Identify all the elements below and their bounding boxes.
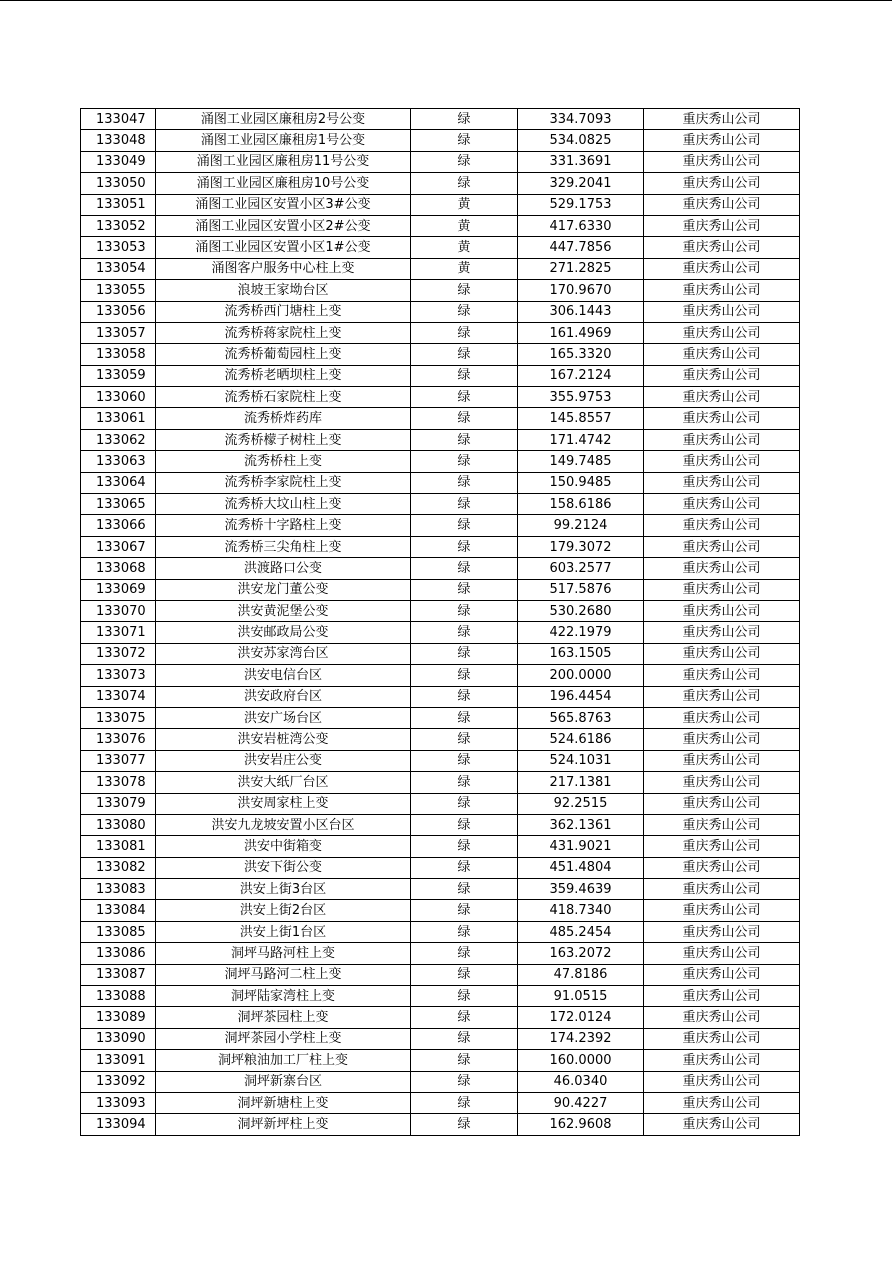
table-row xyxy=(81,130,800,151)
table-row xyxy=(81,579,800,600)
row-status-cell: 黄 xyxy=(411,237,518,258)
row-company-cell: 重庆秀山公司 xyxy=(644,729,800,750)
row-name-cell: 流秀桥炸药库 xyxy=(156,408,411,429)
row-status-cell: 绿 xyxy=(411,793,518,814)
row-value-cell: 91.0515 xyxy=(518,986,644,1007)
table-row xyxy=(81,301,800,322)
row-name-cell: 流秀桥三尖角柱上变 xyxy=(156,536,411,557)
row-id-cell: 133088 xyxy=(81,986,156,1007)
row-name-cell: 洪安九龙坡安置小区台区 xyxy=(156,814,411,835)
row-value-cell: 422.1979 xyxy=(518,622,644,643)
row-id-cell: 133054 xyxy=(81,258,156,279)
table-row xyxy=(81,1007,800,1028)
table-row xyxy=(81,836,800,857)
table-row xyxy=(81,793,800,814)
table-row xyxy=(81,109,800,130)
row-id-cell: 133079 xyxy=(81,793,156,814)
row-name-cell: 洪安大纸厂台区 xyxy=(156,772,411,793)
row-company-cell: 重庆秀山公司 xyxy=(644,515,800,536)
row-value-cell: 329.2041 xyxy=(518,173,644,194)
row-name-cell: 洪安邮政局公变 xyxy=(156,622,411,643)
table-row xyxy=(81,1114,800,1135)
row-value-cell: 167.2124 xyxy=(518,365,644,386)
row-name-cell: 洪安苏家湾台区 xyxy=(156,643,411,664)
row-id-cell: 133094 xyxy=(81,1114,156,1135)
row-id-cell: 133048 xyxy=(81,130,156,151)
row-company-cell: 重庆秀山公司 xyxy=(644,301,800,322)
row-name-cell: 洞坪新坪柱上变 xyxy=(156,1114,411,1135)
row-company-cell: 重庆秀山公司 xyxy=(644,772,800,793)
row-value-cell: 165.3320 xyxy=(518,344,644,365)
row-id-cell: 133083 xyxy=(81,879,156,900)
row-value-cell: 163.1505 xyxy=(518,643,644,664)
row-id-cell: 133085 xyxy=(81,921,156,942)
row-id-cell: 133057 xyxy=(81,322,156,343)
row-company-cell: 重庆秀山公司 xyxy=(644,921,800,942)
row-company-cell: 重庆秀山公司 xyxy=(644,686,800,707)
row-status-cell: 绿 xyxy=(411,322,518,343)
row-status-cell: 绿 xyxy=(411,879,518,900)
row-id-cell: 133070 xyxy=(81,600,156,621)
row-name-cell: 涌图工业园区安置小区3#公变 xyxy=(156,194,411,215)
row-status-cell: 绿 xyxy=(411,643,518,664)
row-status-cell: 黄 xyxy=(411,194,518,215)
table-row xyxy=(81,173,800,194)
row-id-cell: 133081 xyxy=(81,836,156,857)
row-id-cell: 133055 xyxy=(81,280,156,301)
row-id-cell: 133073 xyxy=(81,665,156,686)
table-row xyxy=(81,515,800,536)
row-name-cell: 涌图工业园区廉租房10号公变 xyxy=(156,173,411,194)
row-id-cell: 133063 xyxy=(81,451,156,472)
row-id-cell: 133089 xyxy=(81,1007,156,1028)
row-company-cell: 重庆秀山公司 xyxy=(644,793,800,814)
row-company-cell: 重庆秀山公司 xyxy=(644,109,800,130)
row-company-cell: 重庆秀山公司 xyxy=(644,494,800,515)
data-table xyxy=(80,108,800,1136)
row-company-cell: 重庆秀山公司 xyxy=(644,750,800,771)
table-row xyxy=(81,643,800,664)
row-value-cell: 530.2680 xyxy=(518,600,644,621)
row-company-cell: 重庆秀山公司 xyxy=(644,1028,800,1049)
row-company-cell: 重庆秀山公司 xyxy=(644,1092,800,1113)
table-row xyxy=(81,1050,800,1071)
table-row xyxy=(81,879,800,900)
row-name-cell: 流秀桥老晒坝柱上变 xyxy=(156,365,411,386)
row-id-cell: 133069 xyxy=(81,579,156,600)
row-company-cell: 重庆秀山公司 xyxy=(644,707,800,728)
row-value-cell: 306.1443 xyxy=(518,301,644,322)
row-value-cell: 92.2515 xyxy=(518,793,644,814)
row-company-cell: 重庆秀山公司 xyxy=(644,258,800,279)
row-company-cell: 重庆秀山公司 xyxy=(644,943,800,964)
row-name-cell: 洪安周家柱上变 xyxy=(156,793,411,814)
row-value-cell: 160.0000 xyxy=(518,1050,644,1071)
table-row xyxy=(81,451,800,472)
table-row xyxy=(81,494,800,515)
row-name-cell: 洪安岩桩湾公变 xyxy=(156,729,411,750)
row-value-cell: 200.0000 xyxy=(518,665,644,686)
row-id-cell: 133056 xyxy=(81,301,156,322)
row-name-cell: 洞坪马路河柱上变 xyxy=(156,943,411,964)
table-row xyxy=(81,472,800,493)
row-name-cell: 洪安电信台区 xyxy=(156,665,411,686)
row-status-cell: 绿 xyxy=(411,472,518,493)
row-company-cell: 重庆秀山公司 xyxy=(644,600,800,621)
row-company-cell: 重庆秀山公司 xyxy=(644,1114,800,1135)
row-status-cell: 绿 xyxy=(411,750,518,771)
row-status-cell: 绿 xyxy=(411,943,518,964)
row-name-cell: 涌图工业园区廉租房2号公变 xyxy=(156,109,411,130)
row-status-cell: 绿 xyxy=(411,558,518,579)
row-id-cell: 133072 xyxy=(81,643,156,664)
row-status-cell: 绿 xyxy=(411,622,518,643)
table-row xyxy=(81,622,800,643)
row-id-cell: 133091 xyxy=(81,1050,156,1071)
row-id-cell: 133049 xyxy=(81,151,156,172)
table-row xyxy=(81,1028,800,1049)
row-id-cell: 133066 xyxy=(81,515,156,536)
row-value-cell: 179.3072 xyxy=(518,536,644,557)
row-name-cell: 洪安政府台区 xyxy=(156,686,411,707)
row-company-cell: 重庆秀山公司 xyxy=(644,280,800,301)
table-row xyxy=(81,322,800,343)
row-value-cell: 417.6330 xyxy=(518,215,644,236)
row-company-cell: 重庆秀山公司 xyxy=(644,1071,800,1092)
row-name-cell: 洪安上街3台区 xyxy=(156,879,411,900)
row-company-cell: 重庆秀山公司 xyxy=(644,579,800,600)
table-row xyxy=(81,686,800,707)
row-value-cell: 603.2577 xyxy=(518,558,644,579)
row-id-cell: 133084 xyxy=(81,900,156,921)
row-name-cell: 涌图工业园区廉租房11号公变 xyxy=(156,151,411,172)
row-status-cell: 绿 xyxy=(411,536,518,557)
row-status-cell: 绿 xyxy=(411,964,518,985)
page-top-rule xyxy=(0,0,892,1)
row-value-cell: 431.9021 xyxy=(518,836,644,857)
row-id-cell: 133065 xyxy=(81,494,156,515)
row-value-cell: 161.4969 xyxy=(518,322,644,343)
row-name-cell: 洞坪陆家湾柱上变 xyxy=(156,986,411,1007)
row-status-cell: 绿 xyxy=(411,579,518,600)
row-value-cell: 418.7340 xyxy=(518,900,644,921)
row-value-cell: 174.2392 xyxy=(518,1028,644,1049)
row-status-cell: 绿 xyxy=(411,301,518,322)
row-status-cell: 黄 xyxy=(411,215,518,236)
row-name-cell: 洞坪新塘柱上变 xyxy=(156,1092,411,1113)
row-company-cell: 重庆秀山公司 xyxy=(644,408,800,429)
row-id-cell: 133068 xyxy=(81,558,156,579)
row-value-cell: 362.1361 xyxy=(518,814,644,835)
row-name-cell: 流秀桥李家院柱上变 xyxy=(156,472,411,493)
table-row xyxy=(81,258,800,279)
row-id-cell: 133053 xyxy=(81,237,156,258)
table-row xyxy=(81,707,800,728)
table-row xyxy=(81,729,800,750)
row-status-cell: 绿 xyxy=(411,600,518,621)
table-row xyxy=(81,429,800,450)
row-value-cell: 172.0124 xyxy=(518,1007,644,1028)
row-name-cell: 流秀桥檬子树柱上变 xyxy=(156,429,411,450)
table-row xyxy=(81,750,800,771)
row-id-cell: 133087 xyxy=(81,964,156,985)
row-name-cell: 洪安黄泥堡公变 xyxy=(156,600,411,621)
row-name-cell: 浪坡王家坳台区 xyxy=(156,280,411,301)
row-value-cell: 47.8186 xyxy=(518,964,644,985)
row-value-cell: 334.7093 xyxy=(518,109,644,130)
table-row xyxy=(81,600,800,621)
row-name-cell: 洞坪粮油加工厂柱上变 xyxy=(156,1050,411,1071)
row-name-cell: 涌图工业园区安置小区2#公变 xyxy=(156,215,411,236)
row-status-cell: 绿 xyxy=(411,986,518,1007)
row-id-cell: 133086 xyxy=(81,943,156,964)
row-id-cell: 133090 xyxy=(81,1028,156,1049)
table-row xyxy=(81,237,800,258)
row-id-cell: 133047 xyxy=(81,109,156,130)
row-name-cell: 流秀桥蒋家院柱上变 xyxy=(156,322,411,343)
row-company-cell: 重庆秀山公司 xyxy=(644,151,800,172)
row-value-cell: 149.7485 xyxy=(518,451,644,472)
row-company-cell: 重庆秀山公司 xyxy=(644,900,800,921)
row-value-cell: 271.2825 xyxy=(518,258,644,279)
row-status-cell: 绿 xyxy=(411,344,518,365)
table-row xyxy=(81,665,800,686)
row-status-cell: 黄 xyxy=(411,258,518,279)
table-row xyxy=(81,280,800,301)
table-row xyxy=(81,536,800,557)
row-id-cell: 133062 xyxy=(81,429,156,450)
row-status-cell: 绿 xyxy=(411,1007,518,1028)
row-id-cell: 133061 xyxy=(81,408,156,429)
row-status-cell: 绿 xyxy=(411,1114,518,1135)
row-id-cell: 133064 xyxy=(81,472,156,493)
row-value-cell: 524.6186 xyxy=(518,729,644,750)
row-id-cell: 133092 xyxy=(81,1071,156,1092)
row-name-cell: 洪安上街2台区 xyxy=(156,900,411,921)
row-company-cell: 重庆秀山公司 xyxy=(644,215,800,236)
row-value-cell: 331.3691 xyxy=(518,151,644,172)
row-name-cell: 洪安下街公变 xyxy=(156,857,411,878)
row-id-cell: 133051 xyxy=(81,194,156,215)
table-row xyxy=(81,814,800,835)
row-name-cell: 洪渡路口公变 xyxy=(156,558,411,579)
row-status-cell: 绿 xyxy=(411,900,518,921)
table-row xyxy=(81,194,800,215)
row-status-cell: 绿 xyxy=(411,451,518,472)
row-status-cell: 绿 xyxy=(411,515,518,536)
row-status-cell: 绿 xyxy=(411,109,518,130)
row-id-cell: 133080 xyxy=(81,814,156,835)
row-name-cell: 流秀桥十字路柱上变 xyxy=(156,515,411,536)
row-company-cell: 重庆秀山公司 xyxy=(644,964,800,985)
row-id-cell: 133059 xyxy=(81,365,156,386)
table-row xyxy=(81,215,800,236)
row-company-cell: 重庆秀山公司 xyxy=(644,879,800,900)
row-value-cell: 158.6186 xyxy=(518,494,644,515)
row-value-cell: 534.0825 xyxy=(518,130,644,151)
table-row xyxy=(81,986,800,1007)
row-status-cell: 绿 xyxy=(411,494,518,515)
row-company-cell: 重庆秀山公司 xyxy=(644,836,800,857)
row-status-cell: 绿 xyxy=(411,151,518,172)
row-value-cell: 447.7856 xyxy=(518,237,644,258)
row-company-cell: 重庆秀山公司 xyxy=(644,322,800,343)
row-id-cell: 133067 xyxy=(81,536,156,557)
row-name-cell: 流秀桥柱上变 xyxy=(156,451,411,472)
row-status-cell: 绿 xyxy=(411,814,518,835)
row-value-cell: 196.4454 xyxy=(518,686,644,707)
row-status-cell: 绿 xyxy=(411,173,518,194)
table-row xyxy=(81,900,800,921)
row-status-cell: 绿 xyxy=(411,408,518,429)
row-company-cell: 重庆秀山公司 xyxy=(644,1050,800,1071)
row-value-cell: 355.9753 xyxy=(518,387,644,408)
row-name-cell: 洞坪茶园小学柱上变 xyxy=(156,1028,411,1049)
row-name-cell: 洞坪马路河二柱上变 xyxy=(156,964,411,985)
row-status-cell: 绿 xyxy=(411,387,518,408)
table-row xyxy=(81,772,800,793)
row-status-cell: 绿 xyxy=(411,130,518,151)
row-value-cell: 162.9608 xyxy=(518,1114,644,1135)
row-name-cell: 洪安龙门董公变 xyxy=(156,579,411,600)
row-status-cell: 绿 xyxy=(411,280,518,301)
row-value-cell: 359.4639 xyxy=(518,879,644,900)
row-value-cell: 171.4742 xyxy=(518,429,644,450)
row-company-cell: 重庆秀山公司 xyxy=(644,472,800,493)
row-value-cell: 150.9485 xyxy=(518,472,644,493)
table-row xyxy=(81,151,800,172)
row-company-cell: 重庆秀山公司 xyxy=(644,665,800,686)
row-id-cell: 133082 xyxy=(81,857,156,878)
row-status-cell: 绿 xyxy=(411,1071,518,1092)
row-company-cell: 重庆秀山公司 xyxy=(644,451,800,472)
row-company-cell: 重庆秀山公司 xyxy=(644,237,800,258)
row-value-cell: 524.1031 xyxy=(518,750,644,771)
row-company-cell: 重庆秀山公司 xyxy=(644,130,800,151)
row-status-cell: 绿 xyxy=(411,686,518,707)
row-id-cell: 133075 xyxy=(81,707,156,728)
row-value-cell: 451.4804 xyxy=(518,857,644,878)
table-row xyxy=(81,558,800,579)
row-name-cell: 流秀桥葡萄园柱上变 xyxy=(156,344,411,365)
table-row xyxy=(81,1092,800,1113)
table-row xyxy=(81,943,800,964)
row-name-cell: 流秀桥西门塘柱上变 xyxy=(156,301,411,322)
row-status-cell: 绿 xyxy=(411,1028,518,1049)
row-name-cell: 涌图工业园区安置小区1#公变 xyxy=(156,237,411,258)
row-id-cell: 133052 xyxy=(81,215,156,236)
row-id-cell: 133058 xyxy=(81,344,156,365)
row-status-cell: 绿 xyxy=(411,1050,518,1071)
row-status-cell: 绿 xyxy=(411,707,518,728)
table-row xyxy=(81,344,800,365)
table-row xyxy=(81,964,800,985)
row-status-cell: 绿 xyxy=(411,729,518,750)
row-company-cell: 重庆秀山公司 xyxy=(644,173,800,194)
row-id-cell: 133093 xyxy=(81,1092,156,1113)
row-id-cell: 133050 xyxy=(81,173,156,194)
row-company-cell: 重庆秀山公司 xyxy=(644,194,800,215)
row-value-cell: 170.9670 xyxy=(518,280,644,301)
row-company-cell: 重庆秀山公司 xyxy=(644,643,800,664)
row-value-cell: 46.0340 xyxy=(518,1071,644,1092)
row-value-cell: 90.4227 xyxy=(518,1092,644,1113)
row-company-cell: 重庆秀山公司 xyxy=(644,344,800,365)
row-name-cell: 涌图工业园区廉租房1号公变 xyxy=(156,130,411,151)
table-body xyxy=(81,109,800,1136)
row-status-cell: 绿 xyxy=(411,429,518,450)
row-company-cell: 重庆秀山公司 xyxy=(644,365,800,386)
row-name-cell: 流秀桥石家院柱上变 xyxy=(156,387,411,408)
row-company-cell: 重庆秀山公司 xyxy=(644,814,800,835)
row-value-cell: 99.2124 xyxy=(518,515,644,536)
row-company-cell: 重庆秀山公司 xyxy=(644,986,800,1007)
row-id-cell: 133078 xyxy=(81,772,156,793)
row-name-cell: 洪安上街1台区 xyxy=(156,921,411,942)
row-company-cell: 重庆秀山公司 xyxy=(644,536,800,557)
row-status-cell: 绿 xyxy=(411,665,518,686)
row-company-cell: 重庆秀山公司 xyxy=(644,558,800,579)
row-company-cell: 重庆秀山公司 xyxy=(644,857,800,878)
row-name-cell: 洪安岩庄公变 xyxy=(156,750,411,771)
row-id-cell: 133076 xyxy=(81,729,156,750)
row-value-cell: 163.2072 xyxy=(518,943,644,964)
row-name-cell: 洞坪新寨台区 xyxy=(156,1071,411,1092)
row-id-cell: 133077 xyxy=(81,750,156,771)
table-row xyxy=(81,408,800,429)
row-company-cell: 重庆秀山公司 xyxy=(644,387,800,408)
table-row xyxy=(81,921,800,942)
row-id-cell: 133074 xyxy=(81,686,156,707)
row-name-cell: 洪安广场台区 xyxy=(156,707,411,728)
table-row xyxy=(81,365,800,386)
row-status-cell: 绿 xyxy=(411,772,518,793)
row-name-cell: 洞坪茶园柱上变 xyxy=(156,1007,411,1028)
row-value-cell: 217.1381 xyxy=(518,772,644,793)
row-value-cell: 145.8557 xyxy=(518,408,644,429)
row-status-cell: 绿 xyxy=(411,921,518,942)
row-company-cell: 重庆秀山公司 xyxy=(644,429,800,450)
row-value-cell: 485.2454 xyxy=(518,921,644,942)
row-status-cell: 绿 xyxy=(411,365,518,386)
row-status-cell: 绿 xyxy=(411,857,518,878)
row-id-cell: 133060 xyxy=(81,387,156,408)
table-row xyxy=(81,387,800,408)
row-value-cell: 529.1753 xyxy=(518,194,644,215)
row-value-cell: 565.8763 xyxy=(518,707,644,728)
row-value-cell: 517.5876 xyxy=(518,579,644,600)
row-name-cell: 涌图客户服务中心柱上变 xyxy=(156,258,411,279)
row-status-cell: 绿 xyxy=(411,1092,518,1113)
table-row xyxy=(81,1071,800,1092)
table-row xyxy=(81,857,800,878)
row-company-cell: 重庆秀山公司 xyxy=(644,1007,800,1028)
row-name-cell: 流秀桥大坟山柱上变 xyxy=(156,494,411,515)
row-status-cell: 绿 xyxy=(411,836,518,857)
row-company-cell: 重庆秀山公司 xyxy=(644,622,800,643)
row-name-cell: 洪安中街箱变 xyxy=(156,836,411,857)
row-id-cell: 133071 xyxy=(81,622,156,643)
